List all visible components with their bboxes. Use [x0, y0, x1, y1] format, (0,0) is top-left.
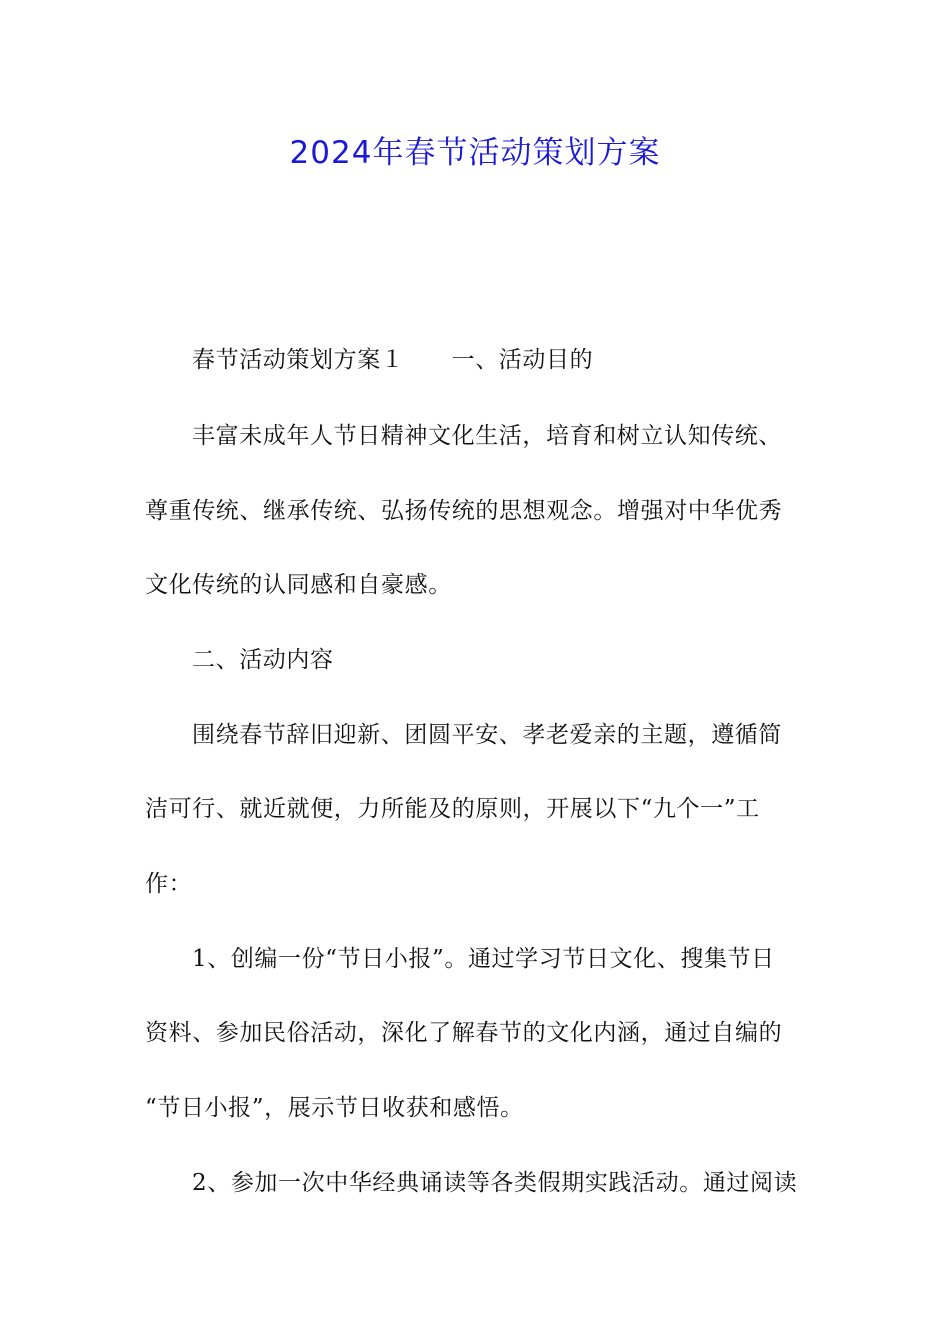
paragraph-line: 丰富未成年人节日精神文化生活，培育和树立认知传统、: [192, 423, 782, 449]
section-heading-line: 二、活动内容: [192, 647, 334, 673]
document-title: 2024年春节活动策划方案: [289, 135, 661, 171]
paragraph-line: 作：: [145, 871, 193, 897]
paragraph-line: 围绕春节辞旧迎新、团圆平安、孝老爱亲的主题，遵循简: [192, 722, 782, 748]
section-heading-line: 春节活动策划方案１ 一、活动目的: [192, 347, 594, 373]
list-item-line: 2、参加一次中华经典诵读等各类假期实践活动。通过阅读: [192, 1170, 798, 1196]
list-item-line: 1、创编一份“节日小报”。通过学习节日文化、搜集节日: [192, 946, 775, 972]
paragraph-line: 洁可行、就近就便，力所能及的原则，开展以下“九个一”工: [145, 796, 760, 822]
paragraph-line: “节日小报”，展示节日收获和感悟。: [145, 1095, 524, 1121]
paragraph-line: 尊重传统、继承传统、弘扬传统的思想观念。增强对中华优秀: [145, 498, 783, 524]
paragraph-line: 文化传统的认同感和自豪感。: [145, 572, 452, 598]
paragraph-line: 资料、参加民俗活动，深化了解春节的文化内涵，通过自编的: [145, 1020, 783, 1046]
